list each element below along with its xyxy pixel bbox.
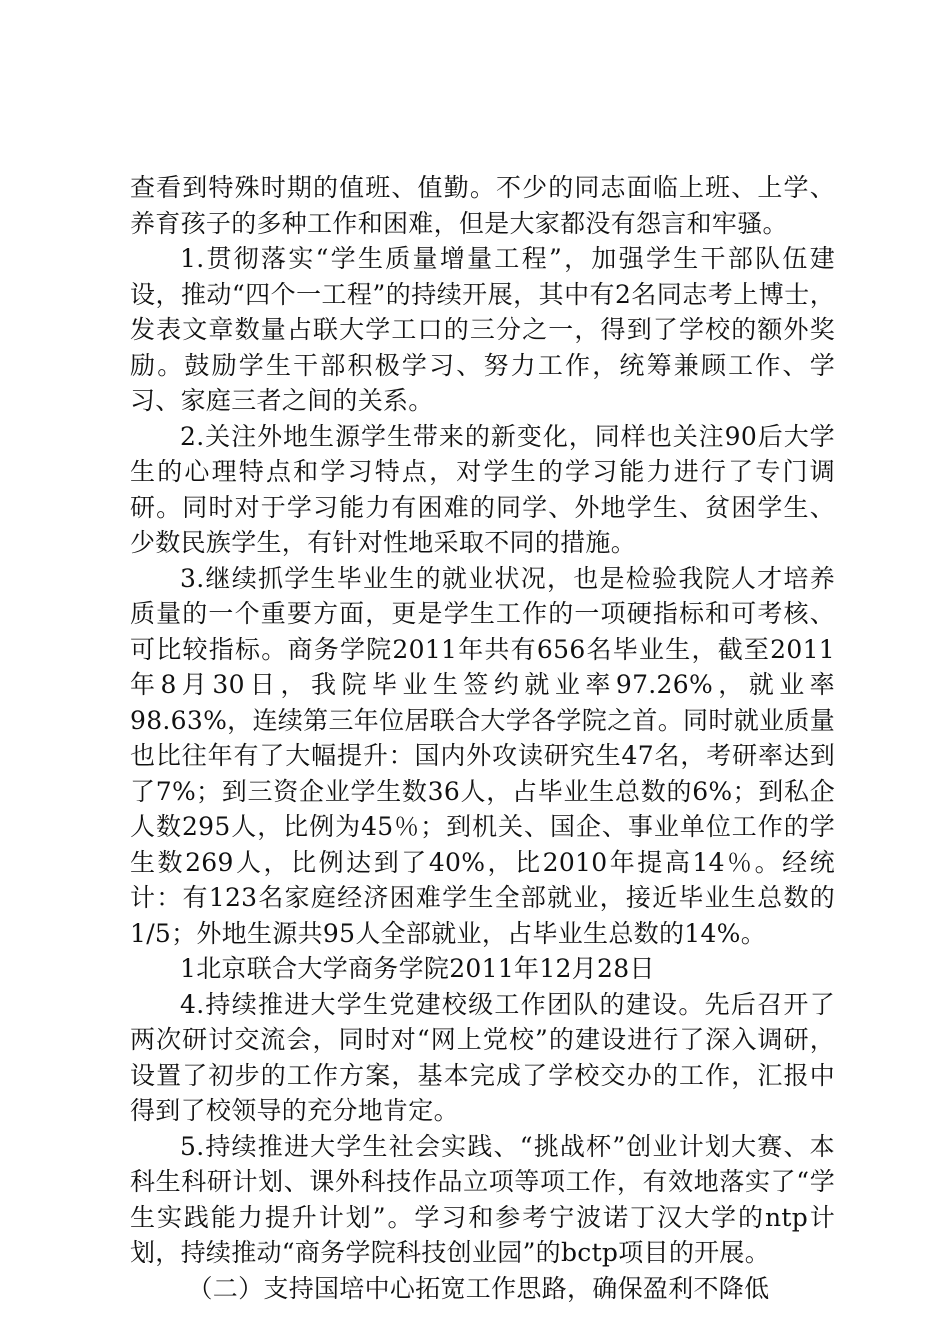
- document-body: [130, 170, 835, 1306]
- paragraph-item-2: 2.关注外地生源学生带来的新变化，同样也关注90后大学生的心理特点和学习特点，对学生的学习能力进行了专门调研。同时对于学习能力有困难的同学、外地学生、贫困学生、少数民族学生，有针对性地采取不同的措施。: [130, 421, 835, 557]
- paragraph-continuation: 查看到特殊时期的值班、值勤。不少的同志面临上班、上学、养育孩子的多种工作和困难，但是大家都没有怨言和牢骚。: [130, 173, 835, 238]
- footer-note-line: 1北京联合大学商务学院2011年12月28日: [180, 954, 655, 983]
- paragraph-item-3: 3.继续抓学生毕业生的就业状况，也是检验我院人才培养质量的一个重要方面，更是学生工作的一项硬指标和可考核、可比较指标。商务学院2011年共有656名毕业生，截至2011年8月30日，我院毕业生签约就业率97.26%，就业率98.63%，连续第三年位居联合大学各学院之首。同时就业质量也比往年有了大幅提升：国内外攻读研究生47名，考研率达到了7%；到三资企业学生数36人，占毕业生总数的6%；到私企人数295人，比例为45％；到机关、国企、事业单位工作的学生数269人，比例达到了40%，比2010年提高14％。经统计：有123名家庭经济困难学生全部就业，接近毕业生总数的1/5；外地生源共95人全部就业，占毕业生总数的14%。: [130, 563, 835, 948]
- paragraph-item-1: 1.贯彻落实“学生质量增量工程”，加强学生干部队伍建设，推动“四个一工程”的持续开展，其中有2名同志考上博士，发表文章数量占联大学工口的三分之一，得到了学校的额外奖励。鼓励学生干部积极学习、努力工作，统筹兼顾工作、学习、家庭三者之间的关系。: [130, 244, 835, 415]
- section-heading: （二）支持国培中心拓宽工作思路，确保盈利不降低: [187, 1273, 770, 1303]
- paragraph-item-5: 5.持续推进大学生社会实践、“挑战杯”创业计划大赛、本科生科研计划、课外科技作品立项等项工作，有效地落实了“学生实践能力提升计划”。学习和参考宁波诺丁汉大学的ntp计划，持续推动“商务学院科技创业园”的bctp项目的开展。: [130, 1131, 835, 1267]
- paragraph-item-4: 4.持续推进大学生党建校级工作团队的建设。先后召开了两次研讨交流会，同时对“网上党校”的建设进行了深入调研，设置了初步的工作方案，基本完成了学校交办的工作，汇报中得到了校领导的充分地肯定。: [130, 989, 835, 1125]
